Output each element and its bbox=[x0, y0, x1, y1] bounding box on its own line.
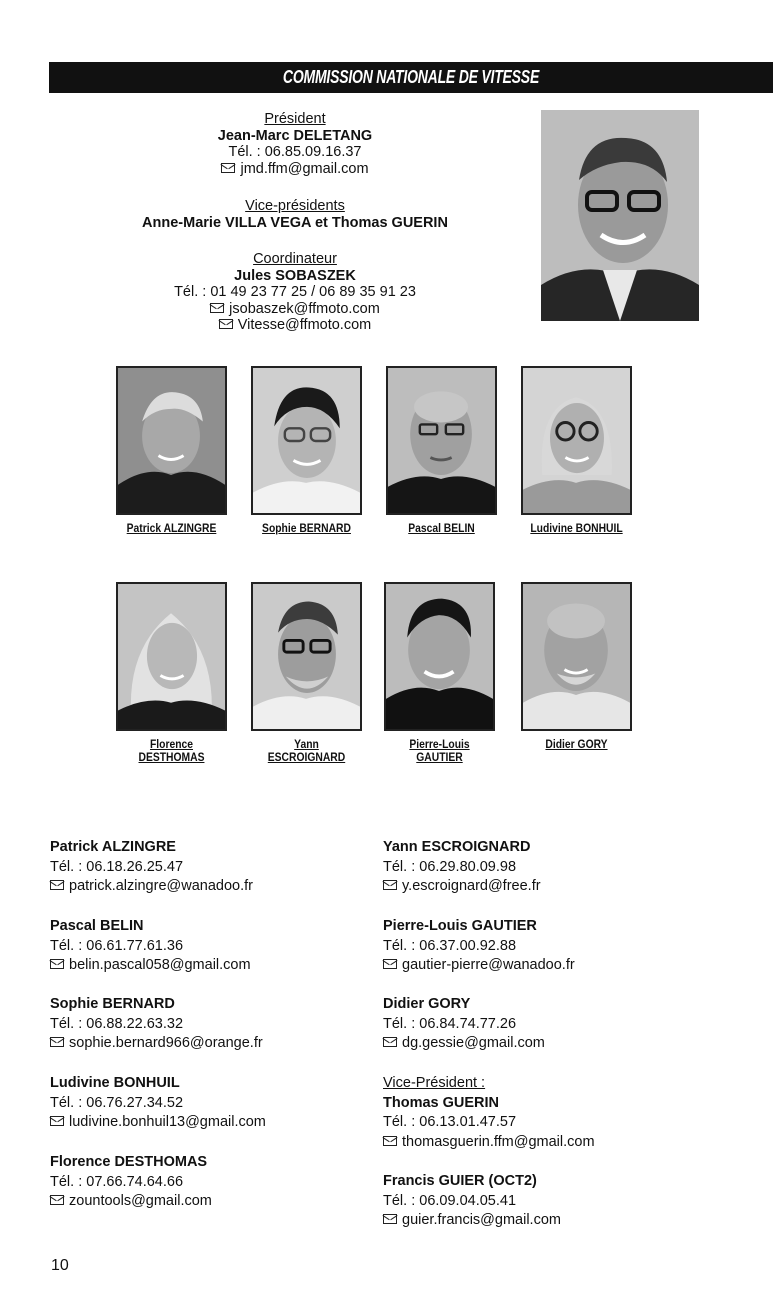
contact-email[interactable]: sophie.bernard966@orange.fr bbox=[69, 1035, 263, 1051]
coordinator-email-line-1 bbox=[110, 301, 480, 318]
mail-icon bbox=[383, 1214, 397, 1224]
contact-email-line bbox=[50, 877, 380, 897]
contact-email[interactable]: zountools@gmail.com bbox=[69, 1193, 212, 1209]
president-email-line bbox=[110, 161, 480, 178]
member-photo-bonhuil bbox=[521, 366, 632, 515]
contact-name: Thomas GUERIN bbox=[383, 1094, 500, 1111]
section-title: COMMISSION NATIONALE DE VITESSE bbox=[282, 67, 540, 87]
mail-icon bbox=[383, 1136, 397, 1146]
coordinator-email-line-2 bbox=[110, 317, 480, 334]
contact-email-line bbox=[383, 956, 713, 976]
member-caption bbox=[254, 738, 358, 763]
vp-contact-entry bbox=[383, 1074, 713, 1152]
contact-email[interactable]: ludivine.bonhuil13@gmail.com bbox=[69, 1114, 266, 1130]
member-caption: Patrick ALZINGRE bbox=[126, 521, 217, 535]
contact-phone: Tél. : 06.61.77.61.36 bbox=[50, 937, 184, 954]
contact-email-line bbox=[50, 956, 380, 976]
contact-email[interactable]: dg.gessie@gmail.com bbox=[402, 1035, 545, 1051]
page-number: 10 bbox=[51, 1257, 69, 1274]
contact-email[interactable]: guier.francis@gmail.com bbox=[402, 1212, 561, 1228]
member-caption-line-1: Pierre-Louis bbox=[409, 737, 470, 751]
contact-name: Sophie BERNARD bbox=[50, 996, 175, 1012]
contact-phone: Tél. : 06.88.22.63.32 bbox=[50, 1015, 184, 1032]
contact-entry bbox=[50, 1074, 380, 1133]
member-caption-line-2: ESCROIGNARD bbox=[267, 749, 346, 764]
contact-name: Didier GORY bbox=[383, 996, 471, 1012]
president-phone: Tél. : 06.85.09.16.37 bbox=[228, 144, 362, 160]
coordinator-email-2[interactable]: Vitesse@ffmoto.com bbox=[237, 317, 372, 333]
member-caption-line-1: Yann bbox=[294, 737, 319, 751]
member-caption bbox=[387, 738, 491, 763]
contact-entry bbox=[50, 995, 380, 1054]
contact-name: Yann ESCROIGNARD bbox=[383, 839, 531, 855]
vice-presidents-block bbox=[110, 198, 480, 231]
president-photo bbox=[541, 110, 699, 321]
member-caption bbox=[119, 738, 223, 763]
coordinator-email-1[interactable]: jsobaszek@ffmoto.com bbox=[229, 300, 380, 317]
contact-name: Ludivine BONHUIL bbox=[50, 1075, 180, 1091]
member-caption: Ludivine BONHUIL bbox=[530, 521, 623, 535]
contact-entry bbox=[383, 917, 713, 976]
contact-entry bbox=[50, 838, 380, 897]
contact-name: Pascal BELIN bbox=[50, 918, 144, 934]
member-caption: Pascal BELIN bbox=[408, 521, 475, 535]
mail-icon bbox=[383, 1037, 397, 1047]
contact-email-line bbox=[383, 877, 713, 897]
member-caption-line-2: DESTHOMAS bbox=[138, 749, 205, 764]
vice-presidents-names: Anne-Marie VILLA VEGA et Thomas GUERIN bbox=[142, 214, 448, 231]
mail-icon bbox=[50, 880, 64, 890]
contact-entry bbox=[383, 1172, 713, 1231]
contact-email-line bbox=[50, 1113, 380, 1133]
coordinator-block bbox=[110, 251, 480, 334]
contact-email-line bbox=[50, 1034, 380, 1054]
mail-icon bbox=[210, 303, 224, 313]
member-photo-alzingre bbox=[116, 366, 227, 515]
contact-phone: Tél. : 07.66.74.64.66 bbox=[50, 1173, 184, 1190]
contact-name: Florence DESTHOMAS bbox=[50, 1154, 208, 1170]
member-caption: Sophie BERNARD bbox=[262, 521, 351, 535]
mail-icon bbox=[383, 959, 397, 969]
member-caption-line-1: Florence bbox=[149, 737, 193, 751]
contact-email[interactable]: thomasguerin.ffm@gmail.com bbox=[402, 1133, 595, 1150]
contact-phone: Tél. : 06.18.26.25.47 bbox=[50, 858, 184, 875]
contact-entry bbox=[383, 838, 713, 897]
member-caption-line-2: GAUTIER bbox=[416, 749, 463, 764]
contact-phone: Tél. : 06.76.27.34.52 bbox=[50, 1094, 184, 1111]
coordinator-name: Jules SOBASZEK bbox=[234, 267, 356, 284]
member-photo-gory bbox=[521, 582, 632, 731]
mail-icon bbox=[383, 880, 397, 890]
contact-phone: Tél. : 06.09.04.05.41 bbox=[383, 1192, 517, 1209]
vice-presidents-role: Vice-présidents bbox=[245, 198, 345, 214]
contact-email-line bbox=[383, 1034, 713, 1054]
vp-contact-role: Vice-Président : bbox=[383, 1075, 486, 1091]
president-role: Président bbox=[264, 111, 326, 127]
section-banner bbox=[49, 62, 773, 93]
contact-email[interactable]: gautier-pierre@wanadoo.fr bbox=[402, 957, 575, 973]
contact-name: Francis GUIER (OCT2) bbox=[383, 1173, 537, 1189]
contact-phone: Tél. : 06.13.01.47.57 bbox=[383, 1114, 517, 1130]
contact-email-line bbox=[383, 1133, 713, 1153]
contact-email-line bbox=[383, 1211, 713, 1231]
contact-phone: Tél. : 06.29.80.09.98 bbox=[383, 858, 517, 875]
member-photo-escroignard bbox=[251, 582, 362, 731]
mail-icon bbox=[50, 959, 64, 969]
mail-icon bbox=[221, 163, 235, 173]
member-caption bbox=[524, 738, 628, 751]
coordinator-phone: Tél. : 01 49 23 77 25 / 06 89 35 91 23 bbox=[174, 284, 416, 300]
member-caption-line-1: Didier GORY bbox=[545, 737, 608, 751]
coordinator-role: Coordinateur bbox=[253, 251, 337, 267]
contact-phone: Tél. : 06.84.74.77.26 bbox=[383, 1015, 517, 1032]
mail-icon bbox=[50, 1116, 64, 1126]
member-photo-gautier bbox=[384, 582, 495, 731]
contact-email[interactable]: patrick.alzingre@wanadoo.fr bbox=[69, 878, 253, 894]
member-photo-belin bbox=[386, 366, 497, 515]
contact-name: Pierre-Louis GAUTIER bbox=[383, 918, 537, 934]
contact-entry bbox=[383, 995, 713, 1054]
mail-icon bbox=[219, 319, 233, 329]
mail-icon bbox=[50, 1037, 64, 1047]
president-block bbox=[110, 111, 480, 177]
contact-phone: Tél. : 06.37.00.92.88 bbox=[383, 937, 517, 954]
president-name: Jean-Marc DELETANG bbox=[217, 127, 373, 144]
contact-email-line bbox=[50, 1192, 380, 1212]
member-photo-bernard bbox=[251, 366, 362, 515]
contact-email[interactable]: belin.pascal058@gmail.com bbox=[69, 957, 251, 973]
contact-entry bbox=[50, 1153, 380, 1212]
contact-email[interactable]: y.escroignard@free.fr bbox=[402, 878, 541, 894]
contact-entry bbox=[50, 917, 380, 976]
president-email[interactable]: jmd.ffm@gmail.com bbox=[240, 160, 369, 177]
mail-icon bbox=[50, 1195, 64, 1205]
member-photo-desthomas bbox=[116, 582, 227, 731]
contact-name: Patrick ALZINGRE bbox=[50, 839, 176, 855]
